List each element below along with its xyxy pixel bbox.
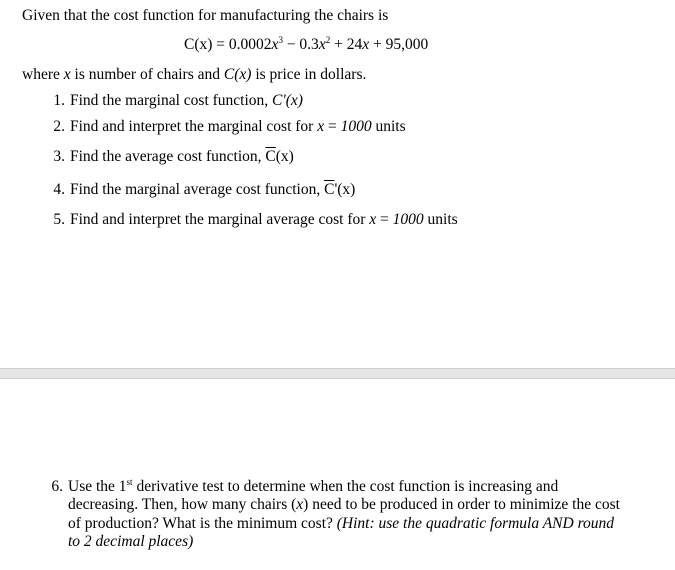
item-eq: =: [376, 211, 393, 228]
item-value: 1000: [392, 211, 424, 228]
item-math: C'(x): [272, 92, 303, 109]
eq-lhs: C(x): [184, 36, 213, 53]
item-text: Find the average cost function,: [70, 148, 266, 165]
list-item: [53, 92, 303, 110]
item-tail: units: [423, 211, 458, 228]
item6-x: x: [296, 496, 304, 514]
item-text: Find and interpret the marginal cost for: [70, 118, 318, 135]
item-number: 1.: [53, 92, 65, 109]
eq-exp1: 3: [278, 35, 283, 45]
item-prime: ': [334, 181, 338, 198]
item-text: Find the marginal average cost function,: [70, 181, 325, 198]
item-var: x: [369, 211, 377, 228]
item-bar-c: $\overline{C}$: [324, 181, 335, 198]
where-x: x: [63, 66, 71, 83]
eq-exp2: 2: [325, 35, 331, 45]
eq-term2: − 0.3: [282, 36, 319, 53]
item-value: 1000: [340, 118, 372, 135]
item-number: 4.: [53, 181, 65, 198]
item-text: Find the marginal cost function,: [70, 92, 273, 109]
item6-c: ) need to be produced in order to minimize the cost of production? What is the minimum cost?: [68, 496, 620, 532]
page-separator: [0, 368, 675, 379]
list-item: [53, 211, 458, 229]
list-item: [53, 118, 406, 136]
item-number: 3.: [53, 148, 65, 165]
list-item: [53, 148, 294, 166]
item-bar-c: $\overline{C}$: [265, 148, 276, 165]
list-item: [53, 181, 356, 199]
item-number: 6.: [51, 478, 63, 495]
eq-var2: x: [318, 36, 326, 53]
eq-term3: + 24: [330, 36, 363, 53]
intro-text: Given that the cost function for manufacturing the chairs is: [22, 7, 389, 24]
where-text: [22, 66, 366, 84]
where-c: is price in dollars.: [251, 66, 367, 83]
where-b: is number of chairs and: [70, 66, 224, 83]
eq-equals: =: [212, 36, 229, 53]
item6-hint: (Hint: use the quadratic formula AND round to 2 decimal places): [68, 514, 615, 550]
cost-equation: [184, 36, 428, 54]
item6-sup: st: [126, 477, 133, 487]
eq-term4: + 95,000: [369, 36, 429, 53]
item-number: 2.: [53, 118, 65, 135]
eq-var3: x: [362, 36, 370, 53]
item-arg: (x): [337, 181, 356, 198]
item-text: Find and interpret the marginal average cost for: [70, 211, 370, 228]
eq-var1: x: [271, 36, 279, 53]
item-eq: =: [324, 118, 341, 135]
item6-a: Use the 1: [68, 478, 127, 495]
item-arg: (x): [275, 148, 294, 165]
where-a: where: [22, 66, 64, 83]
item-var: x: [317, 118, 325, 135]
item-tail: units: [371, 118, 406, 135]
where-cx: C(x): [223, 66, 252, 83]
item6-b: derivative test to determine when the cost function is increasing and decreasing. Then, how many chairs (: [68, 478, 559, 514]
eq-coef1: 0.0002: [228, 36, 272, 53]
list-item: [51, 477, 628, 551]
item-number: 5.: [53, 211, 65, 228]
